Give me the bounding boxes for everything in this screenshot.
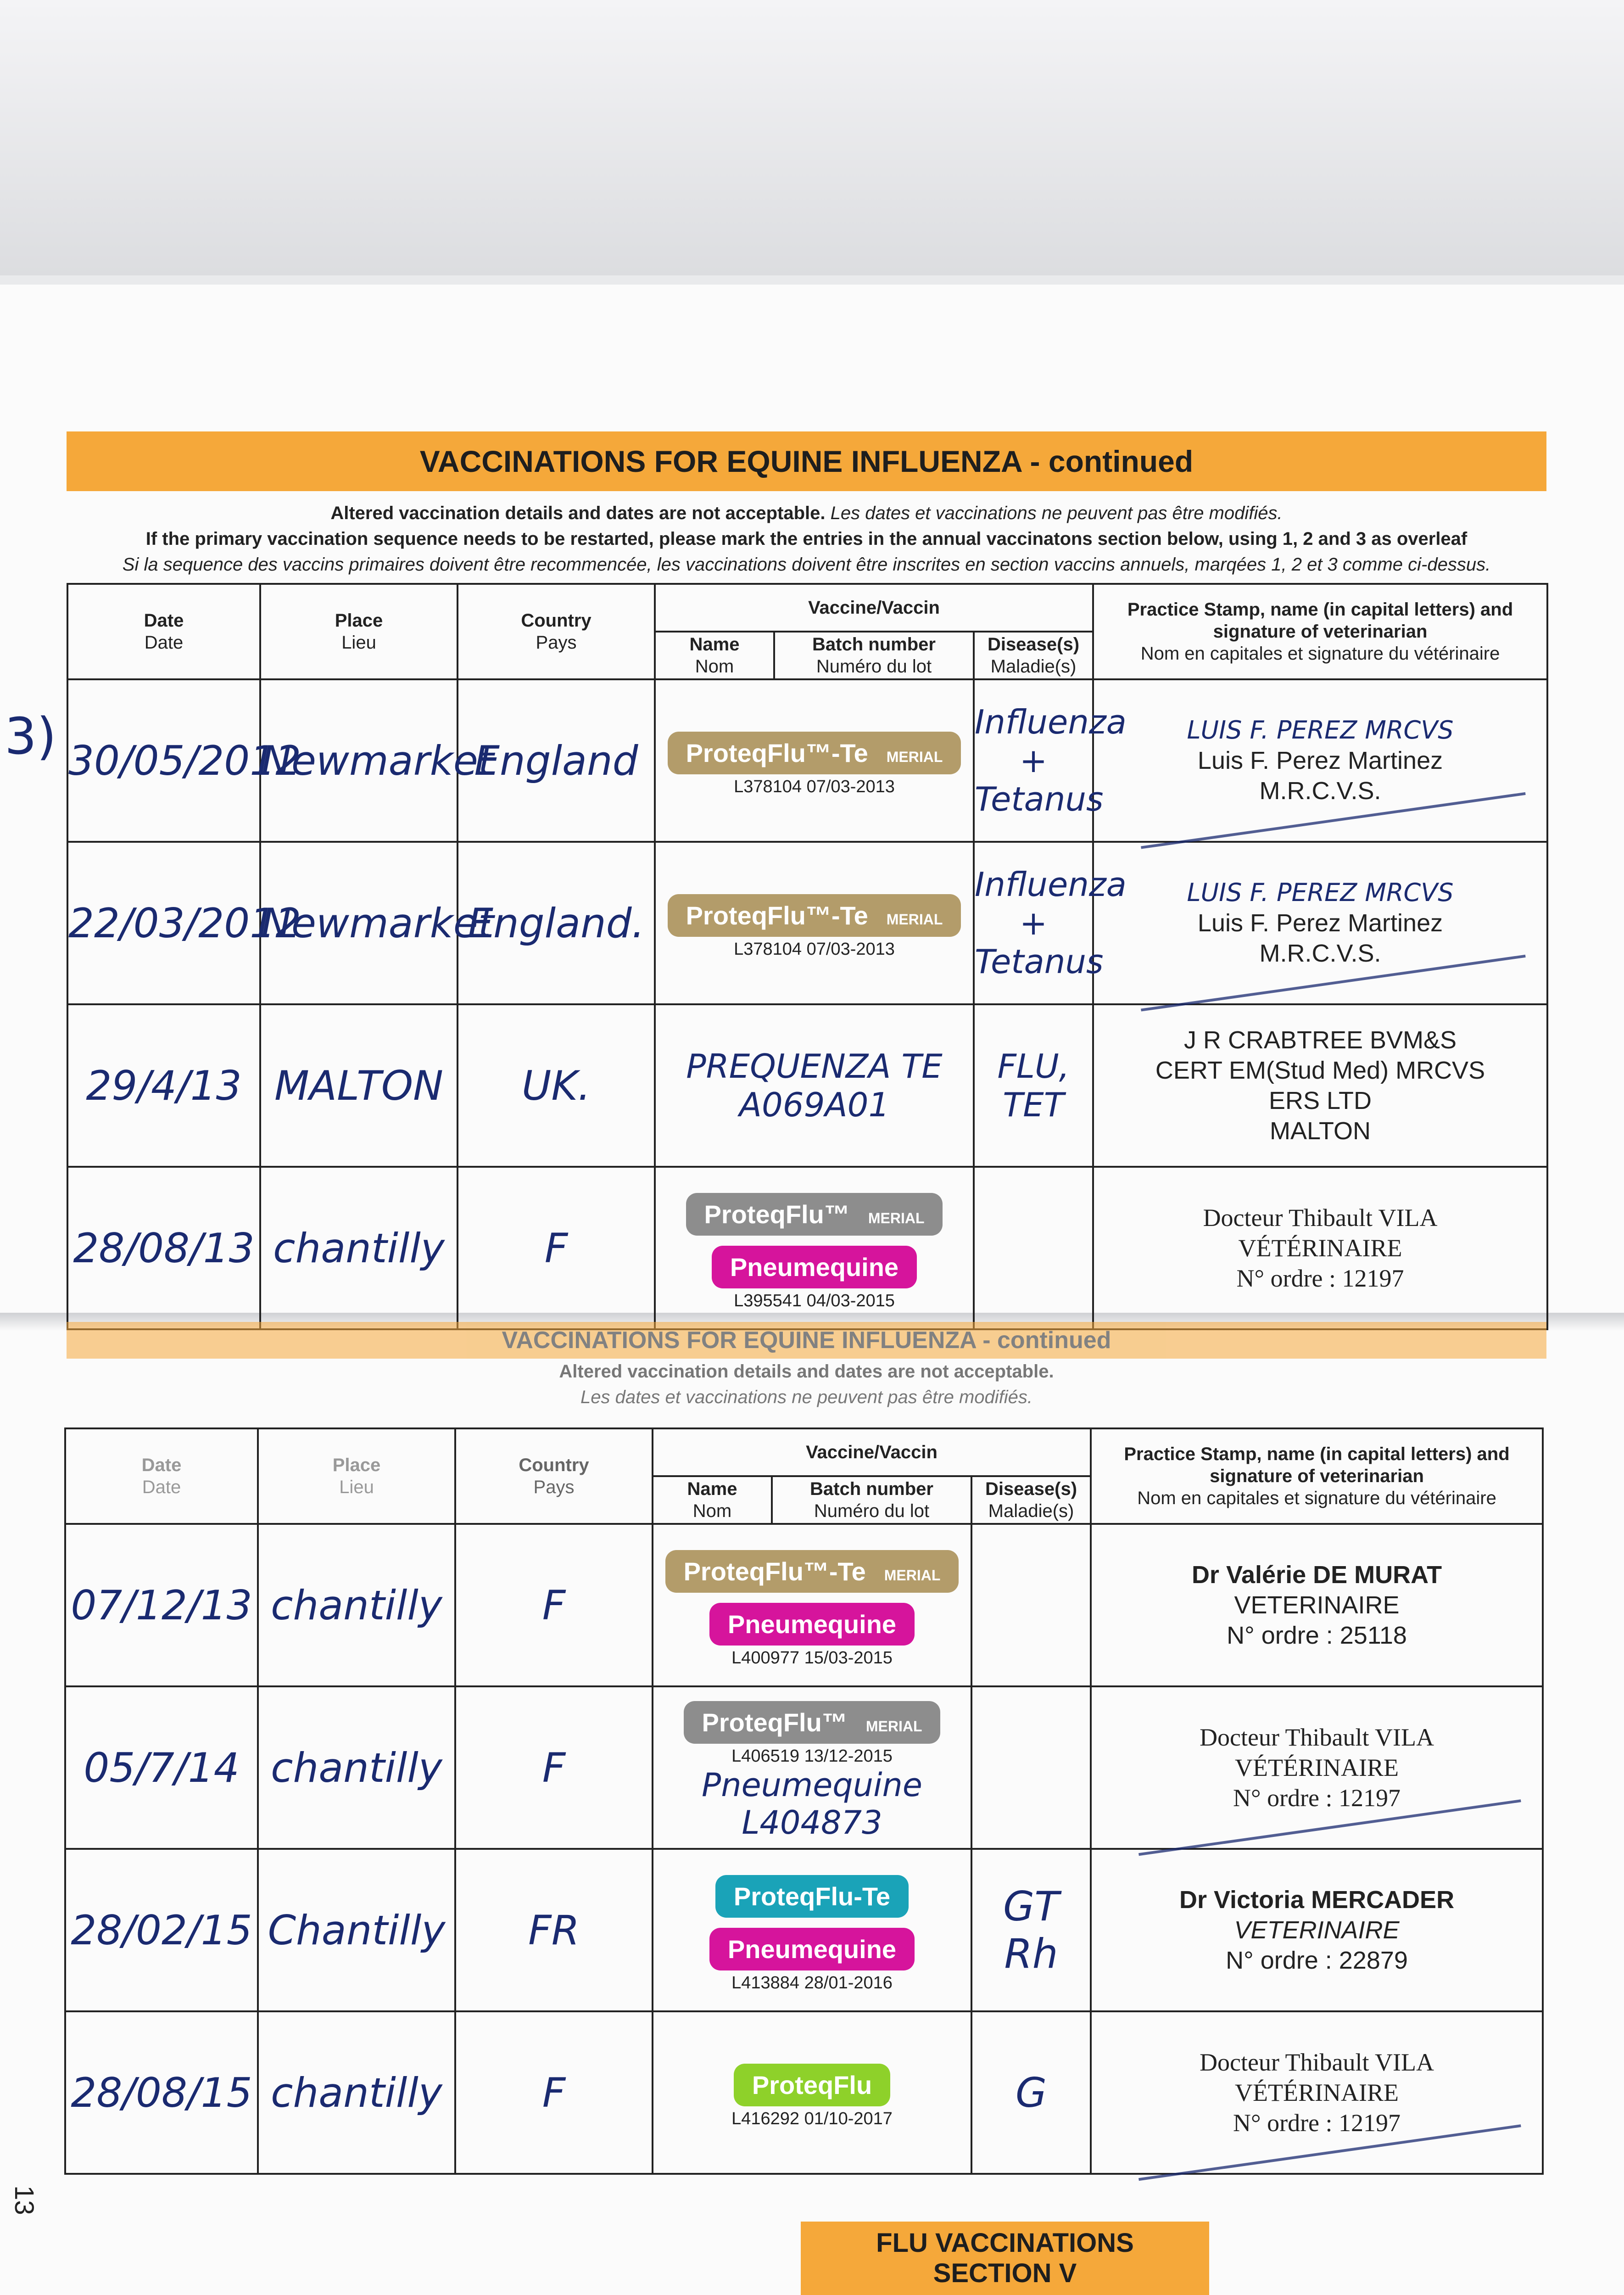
vaccination-table-top — [67, 583, 1548, 1330]
table-row — [65, 1686, 1543, 1849]
table-row — [67, 1167, 1547, 1329]
disease-cell: Influenza + Tetanus — [974, 842, 1093, 1004]
place-cell: chantilly — [258, 1686, 455, 1849]
col-disease: Disease(s) Maladie(s) — [971, 1476, 1091, 1524]
notice-text — [67, 500, 1546, 577]
date-cell: 07/12/13 — [65, 1524, 258, 1686]
label-pneumequine: Pneumequine — [709, 1603, 915, 1646]
country-cell: England — [458, 679, 655, 842]
vet-name: J R CRABTREE BVM&S — [1183, 1026, 1457, 1054]
lot-number: L395541 04/03-2015 — [734, 1291, 895, 1310]
vet-town: MALTON — [1269, 1117, 1371, 1145]
vet-stamp — [1091, 2011, 1543, 2174]
country-cell: FR — [455, 1849, 653, 2011]
vet-name: Luis F. Perez Martinez — [1197, 909, 1443, 937]
disease-cell — [974, 1167, 1093, 1329]
col-disease: Disease(s) Maladie(s) — [974, 632, 1093, 679]
place-cell: MALTON — [260, 1004, 458, 1167]
col-country: Country Pays — [455, 1428, 653, 1524]
notice-fr: Les dates et vaccinations ne peuvent pas être modifiés. — [830, 503, 1283, 523]
disease-cell — [971, 1686, 1091, 1849]
label-name: ProteqFlu™-Te MERIAL — [668, 894, 961, 937]
date-cell: 22/03/2012 — [67, 842, 260, 1004]
lot-number: L416292 01/10-2017 — [731, 2109, 893, 2128]
section-tab — [801, 2222, 1209, 2295]
vet-practice: ERS LTD — [1268, 1087, 1372, 1114]
col-vaccine: Vaccine/Vaccin — [653, 1428, 1091, 1476]
country-cell: F — [455, 1524, 653, 1686]
section-tab-line2: SECTION V — [933, 2258, 1077, 2288]
lot-number: L406519 13/12-2015 — [731, 1746, 893, 1766]
date-cell: 28/08/15 — [65, 2011, 258, 2174]
background-top — [0, 0, 1624, 275]
vaccine-label-sticker — [653, 2011, 971, 2174]
vet-stamp — [1093, 842, 1547, 1004]
vaccine-name-hand: Pneumequine L404873 — [702, 1766, 922, 1842]
table-row — [65, 1524, 1543, 1686]
col-country: Country Pays — [458, 584, 655, 679]
vaccine-name-hand: PREQUENZA TE — [686, 1047, 943, 1086]
notice-bold: Altered vaccination details and dates are not acceptable. — [330, 503, 826, 523]
country-cell: F — [455, 2011, 653, 2174]
table-row — [67, 679, 1547, 842]
label-name: ProteqFlu — [734, 2064, 890, 2106]
vet-order: N° ordre : 12197 — [1236, 1265, 1404, 1292]
vet-stamp — [1091, 1524, 1543, 1686]
disease-cell: G — [971, 2011, 1091, 2174]
col-stamp: Practice Stamp, name (in capital letters) and signature of veterinarian Nom en capitales et signature du vétérinaire — [1091, 1428, 1543, 1524]
vet-title: M.R.C.V.S. — [1259, 777, 1381, 805]
vet-name: Docteur Thibault VILA — [1200, 2049, 1434, 2076]
restart-fr: Si la sequence des vaccins primaires doivent être recommencée, les vaccinations doivent être inscrites en section vaccins annuels, marqées 1, 2 et 3 comme ci-dessus. — [122, 554, 1491, 575]
vet-title: VETERINAIRE — [1234, 1916, 1400, 1944]
label-pneumequine: Pneumequine — [709, 1928, 915, 1970]
vet-title: VÉTÉRINAIRE — [1238, 1234, 1402, 1262]
label-pneumequine: Pneumequine — [712, 1246, 917, 1288]
vaccine-label-sticker — [653, 1849, 971, 2011]
vet-name: Dr Valérie DE MURAT — [1191, 1561, 1442, 1589]
disease-cell: FLU, TET — [974, 1004, 1093, 1167]
page-number: 13 — [9, 2185, 39, 2215]
disease-cell — [971, 1524, 1091, 1686]
vet-order: N° ordre : 25118 — [1227, 1622, 1407, 1649]
vet-order: N° ordre : 12197 — [1233, 1784, 1401, 1812]
vaccine-label-sticker — [653, 1686, 971, 1849]
vet-title: VÉTÉRINAIRE — [1235, 2079, 1399, 2106]
place-cell: Newmarket — [260, 842, 458, 1004]
vet-name: Dr Victoria MERCADER — [1179, 1886, 1455, 1914]
disease-cell: Influenza + Tetanus — [974, 679, 1093, 842]
date-cell: 30/05/2012 — [67, 679, 260, 842]
vet-title: M.R.C.V.S. — [1259, 940, 1381, 967]
section-title-banner-faded: VACCINATIONS FOR EQUINE INFLUENZA - continued — [67, 1322, 1546, 1359]
notice-fr: Les dates et vaccinations ne peuvent pas être modifiés. — [580, 1387, 1033, 1407]
section-title-banner: VACCINATIONS FOR EQUINE INFLUENZA - continued — [67, 431, 1546, 491]
lot-number: L378104 07/03-2013 — [734, 777, 895, 796]
date-cell: 28/08/13 — [67, 1167, 260, 1329]
label-name: ProteqFlu™ MERIAL — [684, 1701, 941, 1744]
col-name: Name Nom — [655, 632, 774, 679]
col-batch: Batch number Numéro du lot — [772, 1476, 971, 1524]
vet-stamp — [1091, 1686, 1543, 1849]
vet-name: Docteur Thibault VILA — [1203, 1204, 1438, 1231]
vaccine-handwritten — [655, 1004, 974, 1167]
vet-cert: CERT EM(Stud Med) MRCVS — [1155, 1057, 1485, 1084]
vaccine-label-sticker — [655, 1167, 974, 1329]
section-tab-line1: FLU VACCINATIONS — [876, 2228, 1134, 2258]
vet-stamp — [1093, 1167, 1547, 1329]
place-cell: chantilly — [258, 2011, 455, 2174]
vet-stamp — [1093, 679, 1547, 842]
country-cell: F — [458, 1167, 655, 1329]
col-batch: Batch number Numéro du lot — [774, 632, 974, 679]
vet-order: N° ordre : 12197 — [1233, 2109, 1401, 2137]
place-cell: chantilly — [258, 1524, 455, 1686]
country-cell: UK. — [458, 1004, 655, 1167]
vaccination-table-bottom — [64, 1427, 1544, 2175]
vet-name: Docteur Thibault VILA — [1200, 1724, 1434, 1751]
col-name: Name Nom — [653, 1476, 772, 1524]
notice-text-faded — [67, 1359, 1546, 1410]
lot-number: L413884 28/01-2016 — [731, 1973, 893, 1993]
table-row — [65, 1849, 1543, 2011]
col-date: Date Date — [65, 1428, 258, 1524]
col-place: Place Lieu — [260, 584, 458, 679]
col-vaccine: Vaccine/Vaccin — [655, 584, 1093, 632]
vet-title: VETERINAIRE — [1234, 1591, 1400, 1619]
vet-stamp — [1091, 1849, 1543, 2011]
date-cell: 05/7/14 — [65, 1686, 258, 1849]
col-place: Place Lieu — [258, 1428, 455, 1524]
place-cell: Chantilly — [258, 1849, 455, 2011]
vaccine-label-sticker — [653, 1524, 971, 1686]
date-cell: 28/02/15 — [65, 1849, 258, 2011]
lot-number: L378104 07/03-2013 — [734, 940, 895, 959]
vaccine-label-sticker — [655, 842, 974, 1004]
restart-en: If the primary vaccination sequence needs to be restarted, please mark the entries in the annual vaccinatons section below, using 1, 2 and 3 as overleaf — [145, 529, 1468, 549]
country-cell: F — [455, 1686, 653, 1849]
col-date: Date Date — [67, 584, 260, 679]
label-name: ProteqFlu-Te — [715, 1875, 909, 1918]
vet-handwritten-name: LUIS F. PEREZ MRCVS — [1187, 716, 1454, 744]
label-name: ProteqFlu™-Te MERIAL — [665, 1550, 959, 1593]
vet-stamp — [1093, 1004, 1547, 1167]
vet-title: VÉTÉRINAIRE — [1235, 1754, 1399, 1781]
vet-name: Luis F. Perez Martinez — [1197, 747, 1443, 774]
table-row — [67, 842, 1547, 1004]
disease-cell: GT Rh — [971, 1849, 1091, 2011]
table-row — [65, 2011, 1543, 2174]
label-name: ProteqFlu™ MERIAL — [686, 1193, 943, 1236]
place-cell: chantilly — [260, 1167, 458, 1329]
notice-bold: Altered vaccination details and dates are not acceptable. — [559, 1361, 1054, 1382]
lot-number: L400977 15/03-2015 — [731, 1648, 893, 1668]
place-cell: Newmarket — [260, 679, 458, 842]
vaccine-label-sticker — [655, 679, 974, 842]
col-stamp: Practice Stamp, name (in capital letters) and signature of veterinarian Nom en capitales et signature du vétérinaire — [1093, 584, 1547, 679]
vet-handwritten-name: LUIS F. PEREZ MRCVS — [1187, 878, 1454, 907]
table-row — [67, 1004, 1547, 1167]
sequence-marker: 3) — [5, 707, 56, 766]
label-name: ProteqFlu™-Te MERIAL — [668, 732, 961, 774]
batch-hand: A069A01 — [739, 1086, 890, 1124]
date-cell: 29/4/13 — [67, 1004, 260, 1167]
vet-order: N° ordre : 22879 — [1226, 1947, 1408, 1974]
country-cell: England. — [458, 842, 655, 1004]
